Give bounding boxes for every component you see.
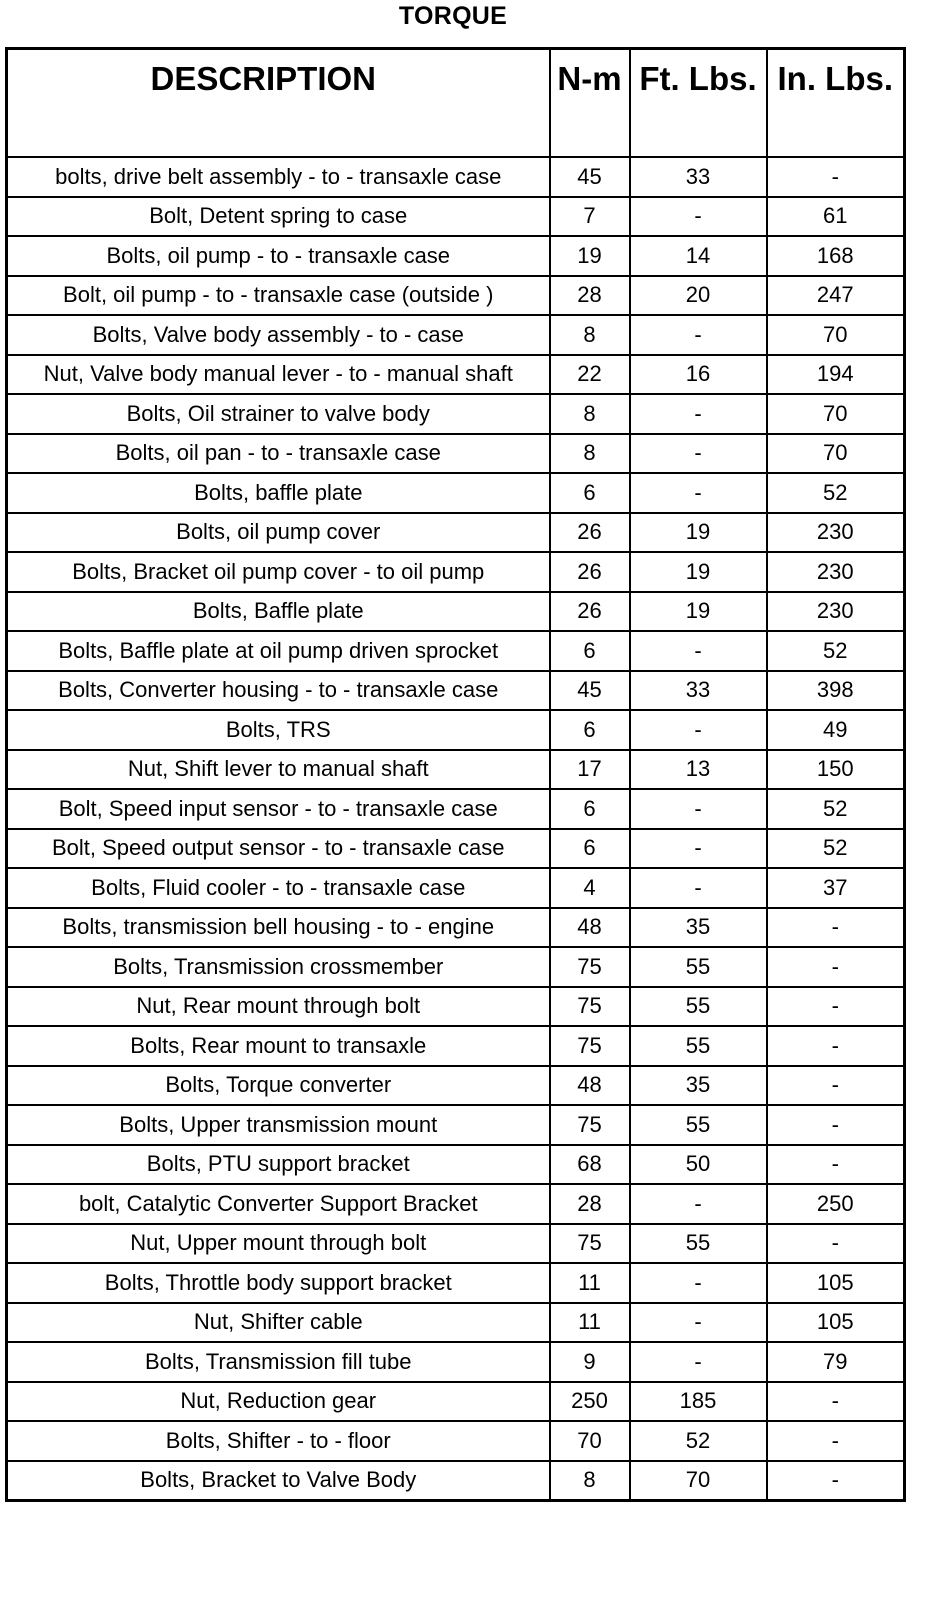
cell-nm: 70 <box>550 1421 630 1461</box>
cell-description: Bolts, Fluid cooler - to - transaxle case <box>7 868 550 908</box>
cell-in-lbs: - <box>767 987 905 1027</box>
cell-ft-lbs: - <box>630 1263 767 1303</box>
cell-ft-lbs: - <box>630 1303 767 1343</box>
cell-in-lbs: 79 <box>767 1342 905 1382</box>
table-row <box>7 1184 905 1224</box>
cell-description: Bolts, oil pump cover <box>7 513 550 553</box>
cell-in-lbs: 49 <box>767 710 905 750</box>
cell-nm: 26 <box>550 592 630 632</box>
cell-in-lbs: - <box>767 947 905 987</box>
cell-description: bolts, drive belt assembly - to - transaxle case <box>7 157 550 197</box>
cell-nm: 48 <box>550 908 630 948</box>
cell-description: Nut, Shifter cable <box>7 1303 550 1343</box>
cell-nm: 75 <box>550 1026 630 1066</box>
cell-ft-lbs: 50 <box>630 1145 767 1185</box>
cell-nm: 45 <box>550 671 630 711</box>
cell-description: Bolts, Shifter - to - floor <box>7 1421 550 1461</box>
cell-ft-lbs: 35 <box>630 1066 767 1106</box>
cell-nm: 6 <box>550 473 630 513</box>
cell-nm: 17 <box>550 750 630 790</box>
cell-description: Nut, Reduction gear <box>7 1382 550 1422</box>
cell-description: Bolts, Bracket to Valve Body <box>7 1461 550 1501</box>
cell-nm: 68 <box>550 1145 630 1185</box>
cell-ft-lbs: - <box>630 473 767 513</box>
cell-ft-lbs: - <box>630 394 767 434</box>
table-row <box>7 710 905 750</box>
cell-ft-lbs: 55 <box>630 987 767 1027</box>
cell-nm: 8 <box>550 1461 630 1501</box>
cell-in-lbs: - <box>767 1224 905 1264</box>
cell-in-lbs: 37 <box>767 868 905 908</box>
header-nm: N-m <box>550 49 630 158</box>
cell-nm: 4 <box>550 868 630 908</box>
table-row <box>7 592 905 632</box>
table-row <box>7 552 905 592</box>
table-row <box>7 789 905 829</box>
table-row <box>7 276 905 316</box>
cell-ft-lbs: 33 <box>630 157 767 197</box>
cell-ft-lbs: 52 <box>630 1421 767 1461</box>
cell-description: Nut, Valve body manual lever - to - manual shaft <box>7 355 550 395</box>
table-row <box>7 671 905 711</box>
cell-in-lbs: 105 <box>767 1263 905 1303</box>
cell-nm: 11 <box>550 1263 630 1303</box>
table-row <box>7 631 905 671</box>
cell-nm: 75 <box>550 947 630 987</box>
cell-ft-lbs: - <box>630 631 767 671</box>
cell-description: Bolts, Baffle plate <box>7 592 550 632</box>
cell-in-lbs: 70 <box>767 315 905 355</box>
cell-description: Bolt, Speed output sensor - to - transaxle case <box>7 829 550 869</box>
header-row <box>7 49 905 158</box>
cell-ft-lbs: 19 <box>630 552 767 592</box>
cell-description: Bolts, Transmission crossmember <box>7 947 550 987</box>
table-body <box>7 157 905 1501</box>
table-row <box>7 513 905 553</box>
cell-in-lbs: - <box>767 1026 905 1066</box>
cell-in-lbs: 61 <box>767 197 905 237</box>
table-row <box>7 868 905 908</box>
table-row <box>7 750 905 790</box>
cell-description: Nut, Rear mount through bolt <box>7 987 550 1027</box>
cell-ft-lbs: - <box>630 789 767 829</box>
cell-ft-lbs: 16 <box>630 355 767 395</box>
table-row <box>7 987 905 1027</box>
cell-in-lbs: - <box>767 1461 905 1501</box>
header-description: DESCRIPTION <box>7 49 550 158</box>
cell-nm: 6 <box>550 789 630 829</box>
cell-description: Bolts, Rear mount to transaxle <box>7 1026 550 1066</box>
cell-in-lbs: 70 <box>767 394 905 434</box>
cell-in-lbs: - <box>767 1421 905 1461</box>
cell-in-lbs: 230 <box>767 592 905 632</box>
cell-ft-lbs: - <box>630 1342 767 1382</box>
table-row <box>7 1026 905 1066</box>
cell-in-lbs: 168 <box>767 236 905 276</box>
cell-ft-lbs: 19 <box>630 513 767 553</box>
cell-nm: 28 <box>550 276 630 316</box>
cell-description: Bolt, Speed input sensor - to - transaxle case <box>7 789 550 829</box>
cell-description: Bolts, Oil strainer to valve body <box>7 394 550 434</box>
table-row <box>7 315 905 355</box>
cell-description: Bolts, baffle plate <box>7 473 550 513</box>
cell-nm: 6 <box>550 710 630 750</box>
cell-in-lbs: 52 <box>767 473 905 513</box>
cell-ft-lbs: - <box>630 315 767 355</box>
cell-in-lbs: 247 <box>767 276 905 316</box>
cell-description: Bolts, Upper transmission mount <box>7 1105 550 1145</box>
cell-description: Bolts, Transmission fill tube <box>7 1342 550 1382</box>
table-row <box>7 236 905 276</box>
cell-nm: 8 <box>550 434 630 474</box>
table-row <box>7 394 905 434</box>
cell-in-lbs: - <box>767 1145 905 1185</box>
cell-description: Bolts, Baffle plate at oil pump driven sprocket <box>7 631 550 671</box>
table-row <box>7 157 905 197</box>
cell-nm: 26 <box>550 513 630 553</box>
cell-nm: 75 <box>550 1224 630 1264</box>
cell-in-lbs: 52 <box>767 789 905 829</box>
cell-nm: 250 <box>550 1382 630 1422</box>
cell-description: Bolts, TRS <box>7 710 550 750</box>
cell-description: Bolts, Bracket oil pump cover - to oil pump <box>7 552 550 592</box>
cell-in-lbs: - <box>767 908 905 948</box>
cell-in-lbs: - <box>767 157 905 197</box>
page-title: TORQUE <box>398 2 508 30</box>
cell-nm: 6 <box>550 631 630 671</box>
table-row <box>7 1303 905 1343</box>
cell-in-lbs: - <box>767 1382 905 1422</box>
table-row <box>7 434 905 474</box>
cell-in-lbs: 52 <box>767 829 905 869</box>
table-row <box>7 908 905 948</box>
cell-description: bolt, Catalytic Converter Support Bracket <box>7 1184 550 1224</box>
table-row <box>7 947 905 987</box>
cell-in-lbs: 230 <box>767 552 905 592</box>
cell-nm: 48 <box>550 1066 630 1106</box>
cell-description: Bolts, oil pan - to - transaxle case <box>7 434 550 474</box>
cell-description: Bolts, transmission bell housing - to - engine <box>7 908 550 948</box>
cell-ft-lbs: 33 <box>630 671 767 711</box>
cell-ft-lbs: 55 <box>630 947 767 987</box>
cell-nm: 9 <box>550 1342 630 1382</box>
table-row <box>7 1145 905 1185</box>
table-row <box>7 1342 905 1382</box>
table-row <box>7 355 905 395</box>
cell-ft-lbs: 20 <box>630 276 767 316</box>
cell-nm: 8 <box>550 315 630 355</box>
table-row <box>7 1421 905 1461</box>
cell-ft-lbs: 14 <box>630 236 767 276</box>
table-row <box>7 1263 905 1303</box>
cell-nm: 75 <box>550 1105 630 1145</box>
cell-in-lbs: 250 <box>767 1184 905 1224</box>
cell-ft-lbs: 55 <box>630 1026 767 1066</box>
cell-ft-lbs: - <box>630 434 767 474</box>
cell-nm: 45 <box>550 157 630 197</box>
cell-nm: 11 <box>550 1303 630 1343</box>
cell-in-lbs: - <box>767 1066 905 1106</box>
cell-ft-lbs: 55 <box>630 1105 767 1145</box>
table-row <box>7 1066 905 1106</box>
cell-nm: 6 <box>550 829 630 869</box>
cell-ft-lbs: 185 <box>630 1382 767 1422</box>
cell-description: Bolts, PTU support bracket <box>7 1145 550 1185</box>
cell-description: Bolt, Detent spring to case <box>7 197 550 237</box>
cell-ft-lbs: 19 <box>630 592 767 632</box>
table-row <box>7 829 905 869</box>
cell-in-lbs: 230 <box>767 513 905 553</box>
cell-description: Bolts, Throttle body support bracket <box>7 1263 550 1303</box>
cell-nm: 19 <box>550 236 630 276</box>
cell-ft-lbs: - <box>630 1184 767 1224</box>
cell-in-lbs: 105 <box>767 1303 905 1343</box>
header-ft-lbs: Ft. Lbs. <box>630 49 767 158</box>
cell-in-lbs: 150 <box>767 750 905 790</box>
cell-ft-lbs: 70 <box>630 1461 767 1501</box>
cell-description: Bolt, oil pump - to - transaxle case (outside ) <box>7 276 550 316</box>
cell-in-lbs: 398 <box>767 671 905 711</box>
table-row <box>7 197 905 237</box>
cell-in-lbs: 70 <box>767 434 905 474</box>
table-row <box>7 1105 905 1145</box>
cell-nm: 75 <box>550 987 630 1027</box>
torque-table <box>5 47 906 1502</box>
cell-ft-lbs: - <box>630 829 767 869</box>
cell-in-lbs: - <box>767 1105 905 1145</box>
cell-description: Bolts, Torque converter <box>7 1066 550 1106</box>
cell-nm: 22 <box>550 355 630 395</box>
table-row <box>7 1461 905 1501</box>
table-row <box>7 1224 905 1264</box>
cell-description: Bolts, oil pump - to - transaxle case <box>7 236 550 276</box>
cell-in-lbs: 194 <box>767 355 905 395</box>
cell-ft-lbs: 55 <box>630 1224 767 1264</box>
cell-description: Bolts, Converter housing - to - transaxle case <box>7 671 550 711</box>
cell-ft-lbs: - <box>630 710 767 750</box>
cell-ft-lbs: 13 <box>630 750 767 790</box>
cell-nm: 8 <box>550 394 630 434</box>
cell-description: Bolts, Valve body assembly - to - case <box>7 315 550 355</box>
cell-nm: 28 <box>550 1184 630 1224</box>
cell-nm: 26 <box>550 552 630 592</box>
cell-in-lbs: 52 <box>767 631 905 671</box>
cell-description: Nut, Upper mount through bolt <box>7 1224 550 1264</box>
header-in-lbs: In. Lbs. <box>767 49 905 158</box>
table-row <box>7 473 905 513</box>
cell-description: Nut, Shift lever to manual shaft <box>7 750 550 790</box>
cell-ft-lbs: - <box>630 197 767 237</box>
table-row <box>7 1382 905 1422</box>
cell-nm: 7 <box>550 197 630 237</box>
cell-ft-lbs: - <box>630 868 767 908</box>
cell-ft-lbs: 35 <box>630 908 767 948</box>
